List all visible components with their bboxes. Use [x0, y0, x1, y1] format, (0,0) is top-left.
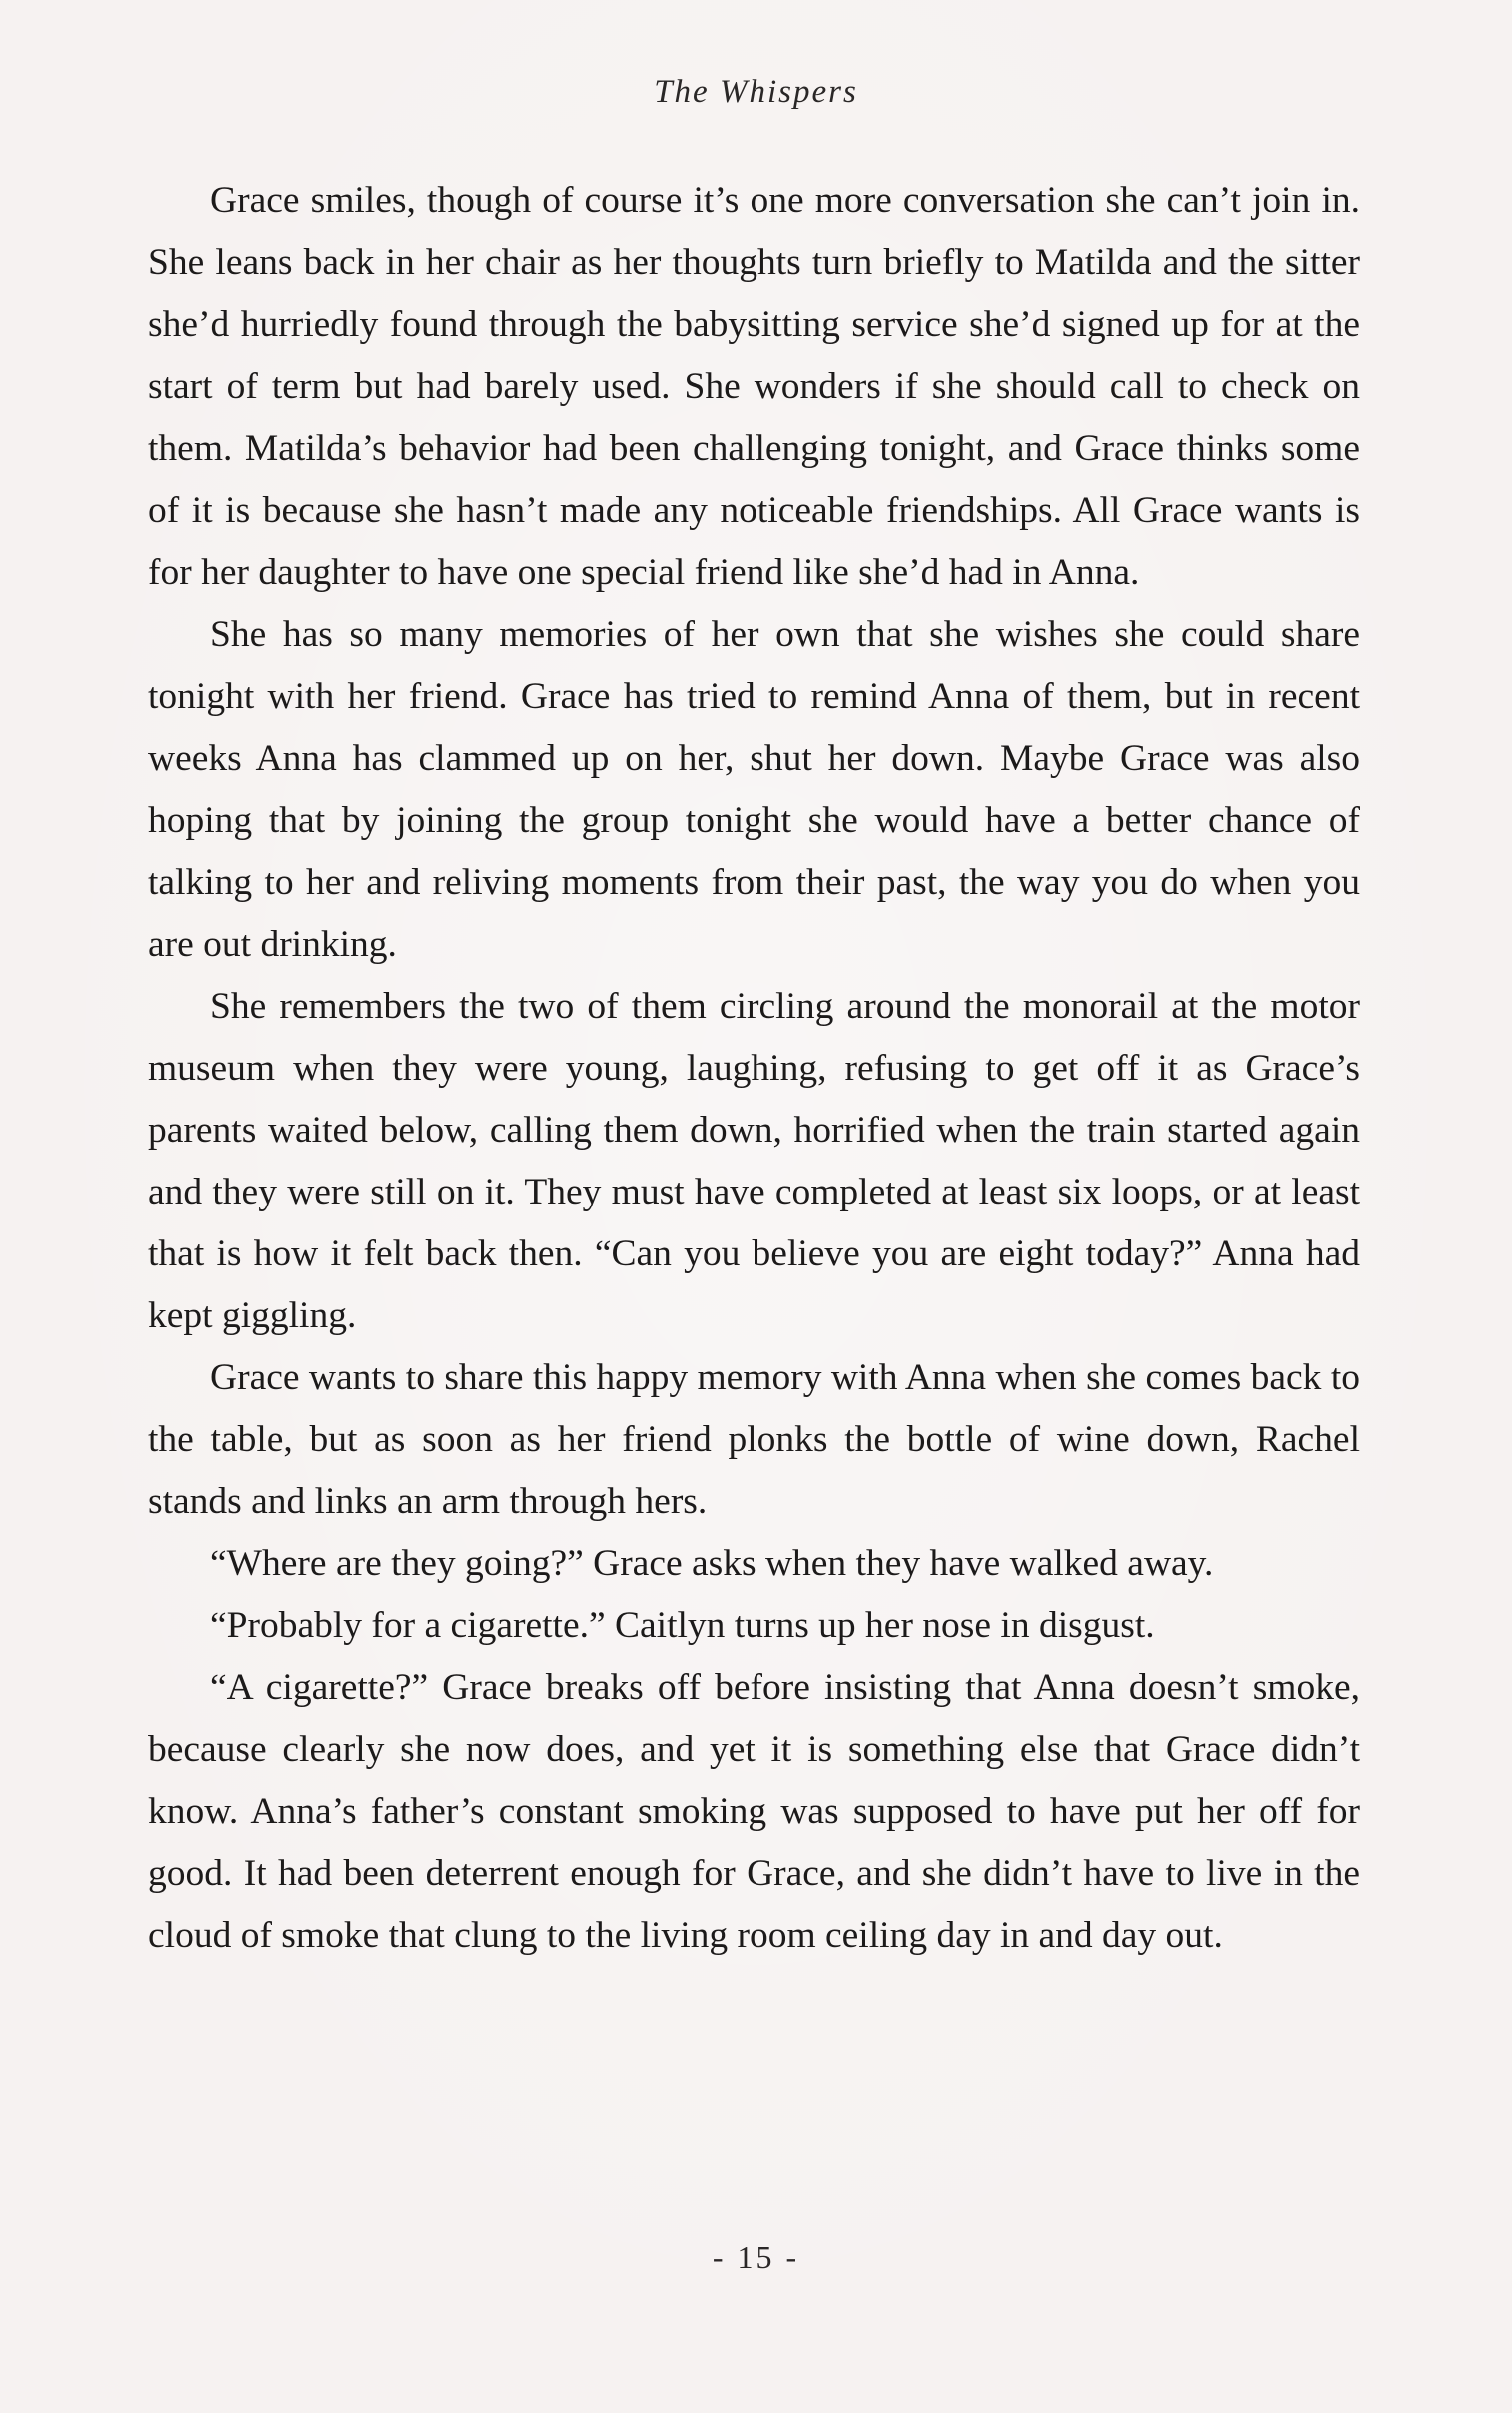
paragraph: “A cigarette?” Grace breaks off before insisting that Anna doesn’t smoke, because clearly she now does, and yet it is something else that Grace didn’t know. Anna’s father’s constant smoking was supposed to have put her off for good. It had been deterrent enough for Grace, and she didn’t have to live in the cloud of smoke that clung to the living room ceiling day in and day out. [148, 1667, 1360, 1956]
paragraph: She remembers the two of them circling around the monorail at the motor museum when they were young, laughing, refusing to get off it as Grace’s parents waited below, calling them down, horrified when the train started again and they were still on it. They must have completed at least six loops, or at least that is how it felt back then. “Can you believe you are eight today?” Anna had kept giggling. [148, 986, 1360, 1336]
paragraph: “Probably for a cigarette.” Caitlyn turns up her nose in disgust. [210, 1605, 1155, 1646]
body-text [148, 170, 1360, 1967]
paragraph: Grace smiles, though of course it’s one more conversation she can’t join in. She leans back in her chair as her thoughts turn briefly to Matilda and the sitter she’d hurriedly found through the babysitting service she’d signed up for at the start of term but had barely used. She wonders if she should call to check on them. Matilda’s behavior had been challenging tonight, and Grace thinks some of it is because she hasn’t made any noticeable friendships. All Grace wants is for her daughter to have one special friend like she’d had in Anna. [148, 180, 1360, 593]
paragraph: She has so many memories of her own that she wishes she could share tonight with her friend. Grace has tried to remind Anna of them, but in recent weeks Anna has clammed up on her, shut her down. Maybe Grace was also hoping that by joining the group tonight she would have a better chance of talking to her and reliving moments from their past, the way you do when you are out drinking. [148, 614, 1360, 965]
page-number: - 15 - [712, 2239, 800, 2275]
paragraph: Grace wants to share this happy memory with Anna when she comes back to the table, but as soon as her friend plonks the bottle of wine down, Rachel stands and links an arm through hers. [148, 1357, 1360, 1522]
running-head: The Whispers [654, 74, 858, 110]
paragraph: “Where are they going?” Grace asks when they have walked away. [210, 1543, 1214, 1584]
